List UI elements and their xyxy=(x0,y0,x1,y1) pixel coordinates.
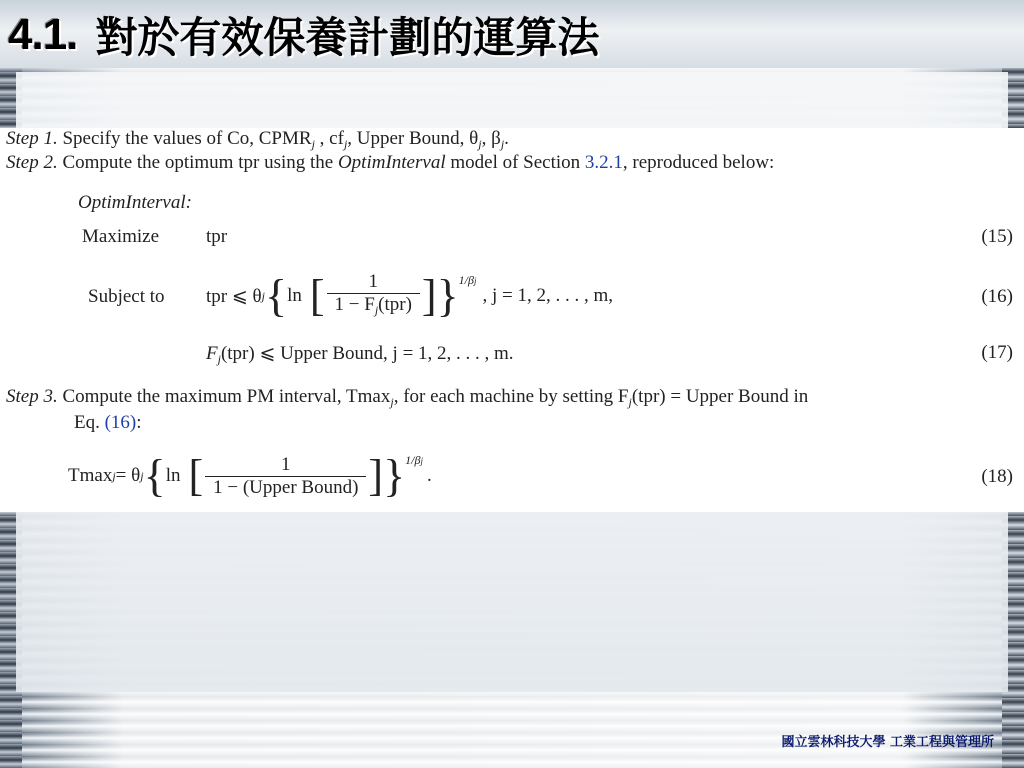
slide-title xyxy=(8,6,599,64)
constraint-17: $F_j(tpr)$ ⩽ Upper Bound, j = 1, 2, . . . , m. xyxy=(206,343,514,366)
step2-line: Step 2. Compute the optimum tpr using the OptimInterval model of Section 3.2.1, reproduced below: xyxy=(6,152,775,173)
step1-label: Step 1. xyxy=(6,128,58,149)
equation-18: Tmax j = θ j { ln [ $\frac{1}{\text{1 − (Upper Bound)}}$ ] } 1/βj . xyxy=(68,450,432,501)
equation-number-16: (16) xyxy=(981,286,1013,307)
paper-excerpt xyxy=(0,128,1024,512)
equation-number-17: (17) xyxy=(981,342,1013,363)
maximize-expr: tpr xyxy=(206,226,228,247)
equation-link-16[interactable]: (16) xyxy=(104,412,137,433)
constraint-16: tpr ⩽ θ j { ln [ $\frac{1}{1 - F_j(tpr)}$ ] } 1/βj , j = 1, 2, . . . , m, xyxy=(206,270,614,321)
step2-label: Step 2. xyxy=(6,152,58,173)
fraction-16: $\frac{1}{1 - F_j(tpr)}$ xyxy=(327,271,420,321)
slide-title-text: 對於有效保養計劃的運算法 xyxy=(95,13,600,62)
equation-number-18: (18) xyxy=(981,466,1013,487)
slide-title-number: 4.1. xyxy=(8,10,78,59)
subject-to-label: Subject to xyxy=(88,286,165,307)
maximize-label: Maximize xyxy=(82,226,160,247)
model-name: OptimInterval xyxy=(337,152,446,173)
section-link[interactable]: 3.2.1 xyxy=(584,152,623,173)
model-heading: OptimInterval: xyxy=(78,192,192,213)
step3-label: Step 3. xyxy=(6,386,58,407)
fraction-18: $\frac{1}{\text{1 − (Upper Bound)}}$ xyxy=(205,454,366,499)
step1-line: Step 1. Specify the values of Co, $CPMR_j$ , $cf_j$, Upper Bound, $\theta_j$, $\beta_j$. xyxy=(6,128,509,151)
step3-line: Step 3. Compute the maximum PM interval, Tmax$_j$, for each machine by setting $F_j(tpr)$ = Upper Bound in xyxy=(6,386,809,409)
footer-institution: 國立雲林科技大學 工業工程與管理所 xyxy=(781,735,994,750)
step3-line2: Eq. (16): xyxy=(74,412,142,433)
equation-number-15: (15) xyxy=(981,226,1013,247)
